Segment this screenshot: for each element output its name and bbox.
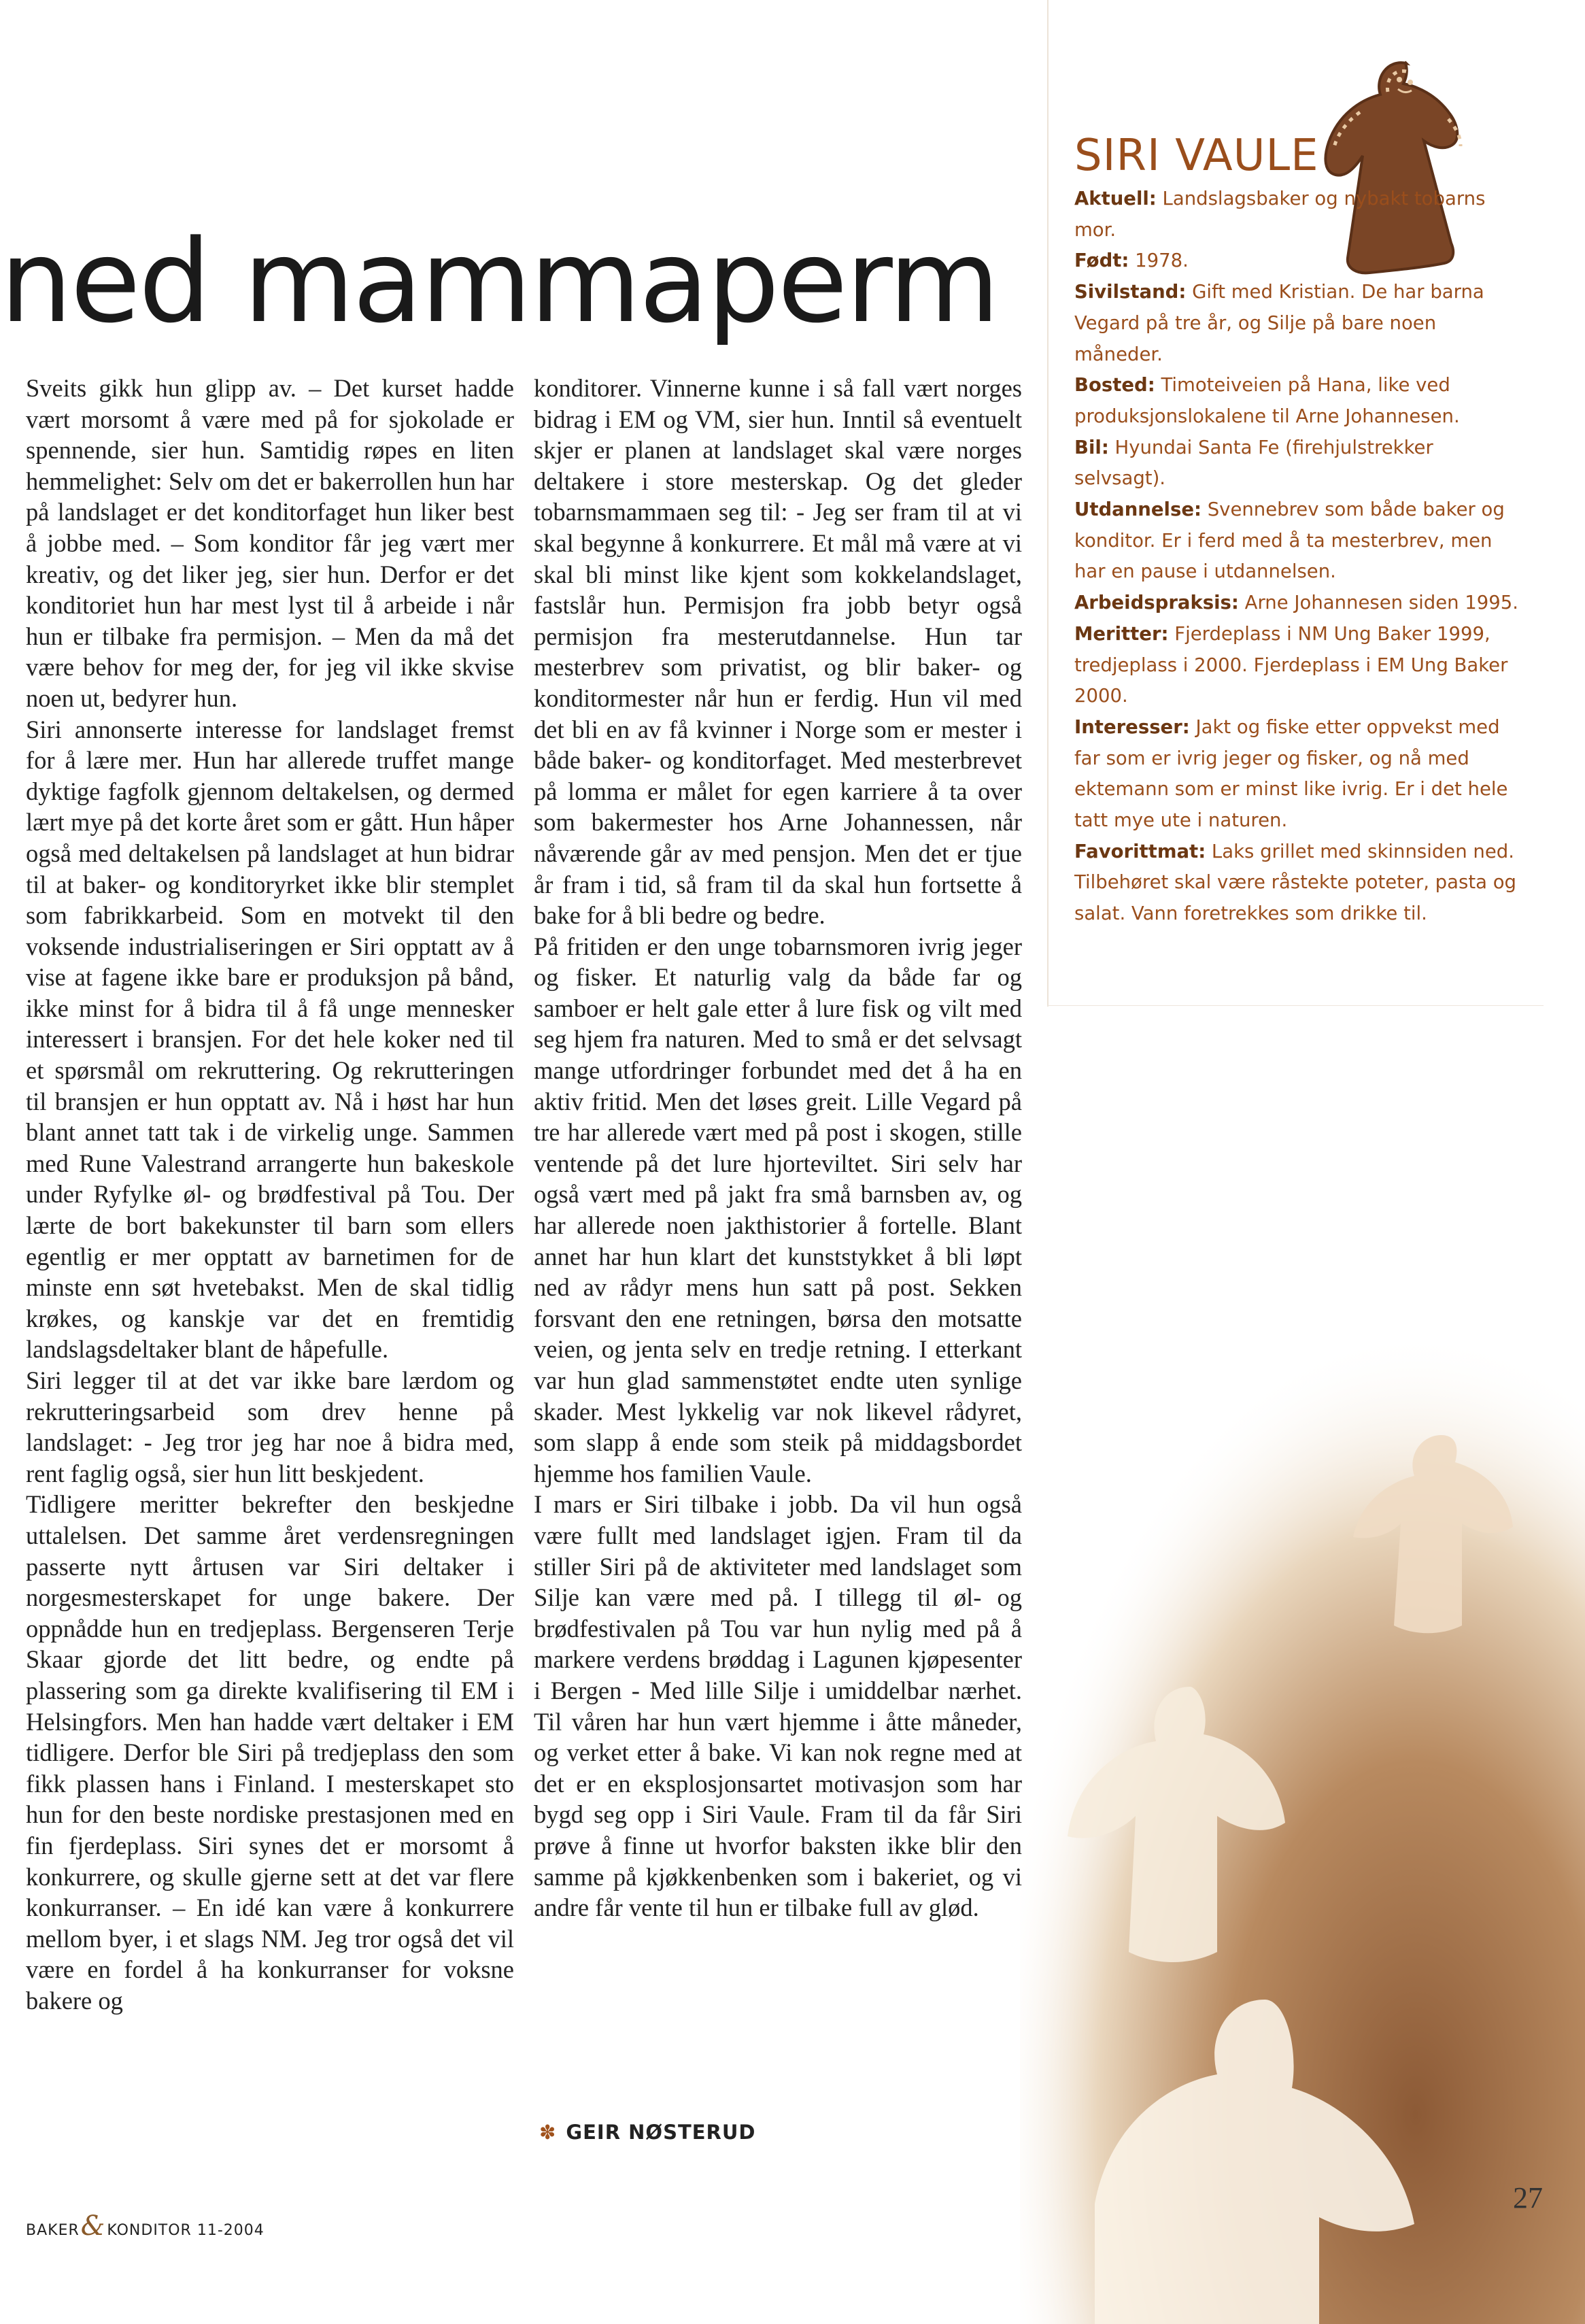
article-paragraph: I mars er Siri tilbake i jobb. Da vil hun også være fullt med landslaget igjen. Fram til da stiller Siri på de aktiviteter med landslaget som Silje kan være med på. I tillegg til øl- og brødfestivalen på Tou var hun nylig med på å markere verdens brøddag i Lagunen kjøpesenter i Bergen - Med lille Silje i umiddelbar nærhet. Til våren har hun vært hjemme i åtte måneder, og verket etter å bake. Vi kan nok regne med at det er en eksplosjonsartet motivasjon som har bygd seg opp i Siri Vaule. Fram til da får Siri prøve å finne ut hvorfor baksten ikke blir den samme på kjøkkenbenken som i bakeriet, og vi andre får vente til hun er tilbake full av glød.	[534, 1490, 1022, 1922]
factbox-text: Gift med Kristian. De har barna Vegard på tre år, og Silje på bare noen måneder.	[1074, 281, 1484, 365]
author-name: GEIR NØSTERUD	[566, 2121, 756, 2144]
factbox-entry	[1074, 619, 1523, 712]
factbox-entry	[1074, 246, 1523, 277]
factbox-label: Meritter:	[1074, 622, 1169, 645]
factbox-text: Hyundai Santa Fe (firehjulstrekker selvsagt).	[1074, 436, 1433, 490]
factbox-entry	[1074, 277, 1523, 370]
magazine-issue: KONDITOR 11-2004	[107, 2222, 265, 2239]
factbox-text: Svennebrev som både baker og konditor. Er i ferd med å ta mesterbrev, men har en pause i utdannelsen.	[1074, 499, 1505, 583]
article-paragraph: konditorer. Vinnerne kunne i så fall vært norges bidrag i EM og VM, sier hun. Inntil så eventuelt skjer er planen at landslaget skal være norges deltakere i store mesterskap. Og det gleder tobarnsmammaen seg til: - Jeg ser fram til at vi skal begynne å konkurrere. Et mål må være at vi skal bli minst like kjent som kokkelandslaget, fastslår hun. Permisjon fra jobb betyr også permisjon fra mesterutdannelse. Hun tar mesterbrev som privatist, og blir baker- og konditormester når hun er ferdig. Hun vil med det bli en av få kvinner i Norge som er mester i både baker- og konditorfaget. Med mesterbrevet på lomma er målet for egen karriere å ta over som bakermester hos Arne Johannessen, når nåværende går av med pensjon. Men det er tjue år fram i tid, så fram til da skal hun fortsette å bake for å bli bedre og bedre.	[534, 374, 1022, 930]
factbox-text: Landslagsbaker og nybakt tobarns mor.	[1074, 188, 1486, 241]
factbox-text: Jakt og fiske etter oppvekst med far som er ivrig jeger og fisker, og nå med ektemann som er minst like ivrig. Er i det hele tatt mye ute i naturen.	[1074, 715, 1508, 832]
factbox-label: Aktuell:	[1074, 188, 1157, 209]
article-paragraph: På fritiden er den unge tobarnsmoren ivrig jeger og fisker. Et naturlig valg da både far og samboer er helt gale etter å lure fisk og vilt med seg hjem fra naturen. Med to små er det selvsagt mange utfordringer forbundet med det å ha en aktiv fritid. Men det løses greit. Lille Vegard på tre har allerede vært med på post i skogen, stille ventende på det lure hjorteviltet. Siri selv har også vært med på jakt fra små barnsben av, og har allerede noen jakthistorier å fortelle. Blant annet har hun klart det kunststykket å bli løpt ned av rådyr mens hun satt på post. Sekken forsvant den ene retningen, børsa den motsatte veien, og jenta selv en tredje retning. I etterkant var hun glad sammenstøtet endte uten synlige skader. Mest lykkelig var nok likevel rådyret, som slapp å ende som steik på middagsbordet hjemme hos familien Vaule.	[534, 932, 1022, 1487]
article-paragraph: Siri legger til at det var ikke bare lærdom og rekrutteringsarbeid som drev henne på landslaget: - Jeg tror jeg har noe å bidra med, rent faglig også, sier hun litt beskjedent.	[26, 1366, 514, 1487]
article-column-2	[534, 373, 1022, 1923]
flower-icon: ✽	[539, 2121, 557, 2144]
factbox-entry	[1074, 837, 1523, 930]
factbox-label: Interesser:	[1074, 715, 1190, 738]
magazine-footer	[26, 2210, 265, 2242]
sidebar-bottom-rule	[1047, 1005, 1544, 1006]
factbox-entry	[1074, 370, 1523, 432]
factbox-text: Laks grillet med skinnsiden ned. Tilbehøret skal være råstekte poteter, pasta og salat. Vann foretrekkes som drikke til.	[1074, 840, 1516, 925]
ampersand-glyph: &	[80, 2210, 106, 2242]
article-column-1	[26, 373, 514, 2016]
magazine-name-part: BAKER	[26, 2222, 80, 2239]
article-paragraph: Siri annonserte interesse for landslaget fremst for å lære mer. Hun har allerede truffet mange dyktige fagfolk gjennom deltakelsen, og dermed lært mye på det korte året som er gått. Hun håper også med deltakelsen på landslaget at hun bidrar til at baker- og konditoryrket ikke blir stemplet som fabrikkarbeid. Som en motvekt til den voksende industrialiseringen er Siri opptatt av å vise at fagene ikke bare er produksjon på bånd, ikke minst for å bidra til å få unge mennesker interessert i bransjen. For det hele koker ned til et spørsmål om rekruttering. Og rekrutteringen til bransjen er hun opptatt av. Nå i høst har hun blant annet tatt tak i de virkelig unge. Sammen med Rune Valestrand arrangerte hun bakeskole under Ryfylke øl- og brødfestival på Tou. Der lærte de bort bakekunster til barn som ellers egentlig er mer opptatt av barnetimen for de minste enn søt hvetebakst. Men de skal tidlig krøkes, og kanskje var det en fremtidig landslagsdeltaker blant de håpefulle.	[26, 715, 514, 1364]
factbox-text: Arne Johannesen siden 1995.	[1238, 592, 1519, 614]
author-byline	[539, 2121, 756, 2144]
factbox-label: Født:	[1074, 250, 1129, 272]
factbox-text: 1978.	[1129, 250, 1189, 272]
page-number: 27	[1513, 2181, 1543, 2214]
factbox-text: Timoteiveien på Hana, like ved produksjonslokalene til Arne Johannesen.	[1074, 374, 1460, 427]
factbox-entry	[1074, 588, 1523, 619]
factbox-entry	[1074, 494, 1523, 588]
factbox-entry	[1074, 433, 1523, 494]
factbox-name: SIRI VAULE	[1074, 131, 1319, 181]
sidebar-divider	[1047, 0, 1049, 1007]
factbox-label: Sivilstand:	[1074, 281, 1187, 303]
factbox-label: Favorittmat:	[1074, 840, 1206, 862]
factbox-text: Fjerdeplass i NM Ung Baker 1999, tredjeplass i 2000. Fjerdeplass i EM Ung Baker 2000.	[1074, 622, 1508, 707]
page-title: ned mammaperm	[0, 215, 998, 348]
factbox-label: Bosted:	[1074, 374, 1155, 397]
gingerbread-figures-illustration	[1020, 1279, 1585, 2324]
factbox-entry	[1074, 184, 1523, 246]
factbox	[1074, 132, 1523, 930]
factbox-entry	[1074, 712, 1523, 837]
article-paragraph: Tidligere meritter bekrefter den beskjedne uttalelsen. Det samme året verdensregningen passerte nytt årtusen var Siri deltaker i norgesmesterskapet for unge bakere. Der oppnådde hun en tredjeplass. Bergenseren Terje Skaar gjorde det litt bedre, og endte på plassering som ga direkte kvalifisering til EM i Helsingfors. Men han hadde vært deltaker i EM tidligere. Derfor ble Siri på tredjeplass den som fikk plassen hans i Finland. I mesterskapet sto hun for den beste nordiske prestasjonen med en fin fjerdeplass. Siri synes det er morsomt å konkurrere, og skulle gjerne sett at det var flere konkurranser. – En idé kan være å konkurrere mellom byer, i et slags NM. Jeg tror også det vil være en fordel å ha konkurranser for voksne bakere og	[26, 1490, 514, 2015]
article-paragraph: Sveits gikk hun glipp av. – Det kurset hadde vært morsomt å være med på for sjokolade er spennende, sier hun. Samtidig røpes en liten hemmelighet: Selv om det er bakerrollen hun har på landslaget er det konditorfaget hun liker best å jobbe med. – Som konditor får jeg vært mer kreativ, og det liker jeg, sier hun. Derfor er det konditoriet hun har mest lyst til å arbeide i når hun er tilbake fra permisjon. – Men da må det være behov for meg der, for jeg vil ikke skvise noen ut, bedyrer hun.	[26, 374, 514, 712]
factbox-label: Bil:	[1074, 436, 1109, 458]
factbox-label: Arbeidspraksis:	[1074, 592, 1239, 614]
factbox-label: Utdannelse:	[1074, 499, 1201, 521]
